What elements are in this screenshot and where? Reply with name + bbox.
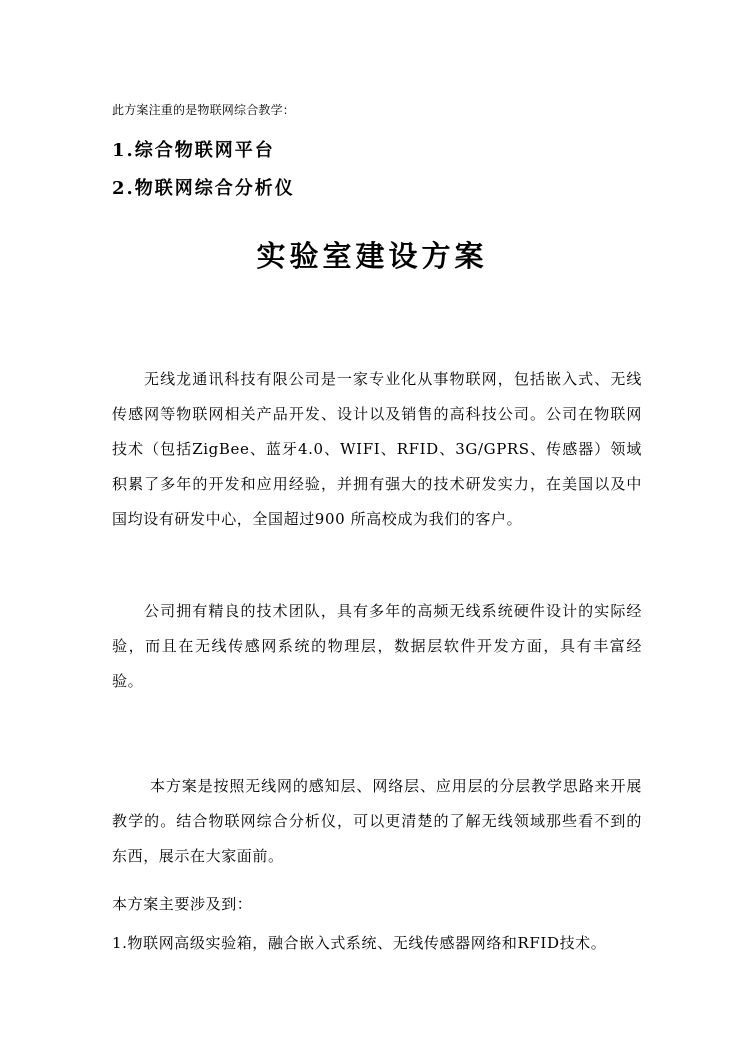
scope-item-1: 1.物联网高级实验箱，融合嵌入式系统、无线传感器网络和RFID技术。	[112, 934, 607, 952]
heading-item-1: 1.综合物联网平台	[112, 140, 275, 161]
paragraph-plan: 本方案是按照无线网的感知层、网络层、应用层的分层教学思路来开展教学的。结合物联网综合分析仪，可以更清楚的了解无线领域那些看不到的东西，展示在大家面前。	[112, 777, 642, 865]
paragraph-team: 公司拥有精良的技术团队，具有多年的高频无线系统硬件设计的实际经验，而且在无线传感网系统的物理层，数据层软件开发方面，具有丰富经验。	[112, 602, 642, 690]
document-title: 实验室建设方案	[256, 239, 488, 273]
heading-item-2: 2.物联网综合分析仪	[112, 178, 295, 199]
scope-label: 本方案主要涉及到：	[112, 895, 253, 913]
paragraph-company: 无线龙通讯科技有限公司是一家专业化从事物联网，包括嵌入式、无线传感网等物联网相关产品开发、设计以及销售的高科技公司。公司在物联网技术（包括ZigBee、蓝牙4.0、WIFI、RFID、3G/GPRS、传感器）领域积累了多年的开发和应用经验，并拥有强大的技术研发实力，在美国以及中国均设有研发中心，全国超过900 所高校成为我们的客户。	[112, 370, 642, 528]
intro-text: 此方案注重的是物联网综合教学：	[112, 103, 296, 117]
